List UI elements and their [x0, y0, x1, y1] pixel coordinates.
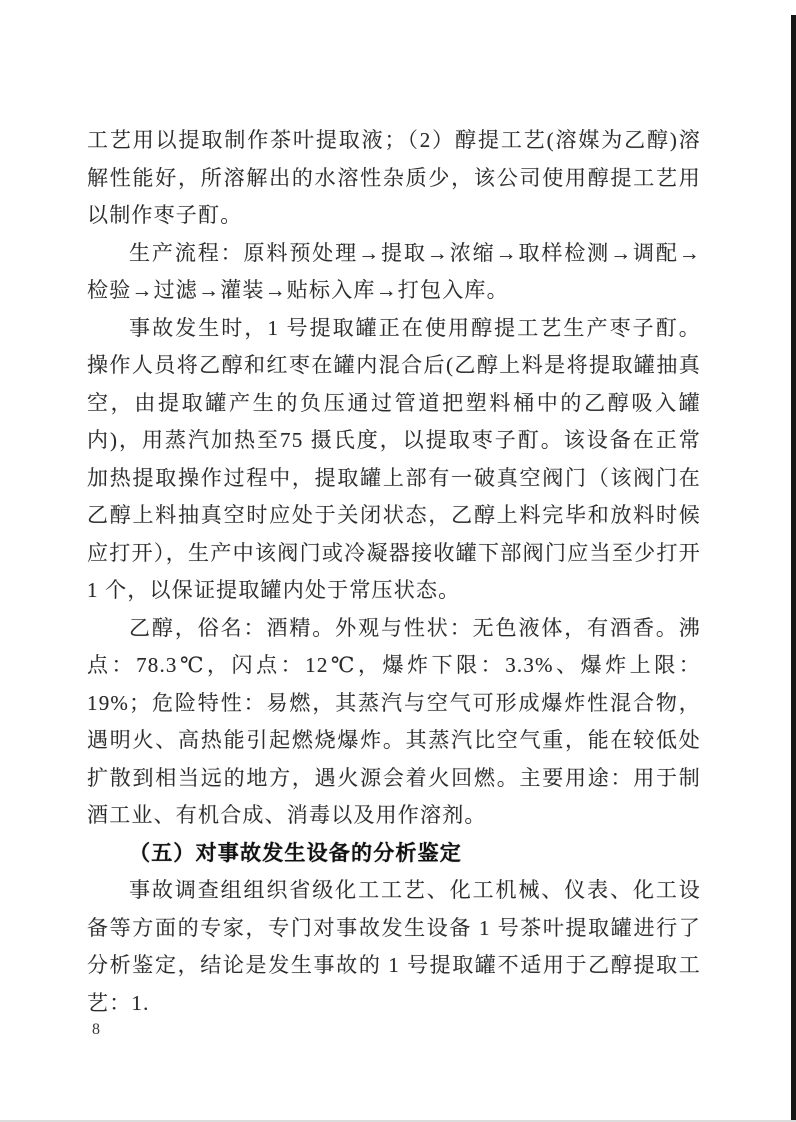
section-heading: （五）对事故发生设备的分析鉴定	[129, 840, 462, 865]
paragraph-investigation-analysis: 事故调查组组织省级化工工艺、化工机械、仪表、化工设备等方面的专家，专门对事故发生设备 1 号茶叶提取罐进行了分析鉴定，结论是发生事故的 1 号提取罐不适用于乙醇提取工艺：1.	[87, 878, 701, 1015]
paragraph-accident-description: 事故发生时，1 号提取罐正在使用醇提工艺生产枣子酊。操作人员将乙醇和红枣在罐内混合后(乙醇上料是将提取罐抽真空，由提取罐产生的负压通过管道把塑料桶中的乙醇吸入罐内)，用蒸汽加热至75 摄氏度，以提取枣子酊。该设备在正常加热提取操作过程中，提取罐上部有一破真空阀门（该阀门在乙醇上料抽真空时应处于关闭状态，乙醇上料完毕和放料时候应打开），生产中该阀门或冷凝器接收罐下部阀门应当至少打开 1 个，以保证提取罐内处于常压状态。	[87, 315, 701, 602]
document-body	[87, 122, 701, 1022]
scan-edge-right	[791, 15, 796, 1122]
paragraph-ethanol-properties: 乙醇，俗名：酒精。外观与性状：无色液体，有酒香。沸点：78.3℃，闪点：12℃，爆炸下限：3.3%、爆炸上限：19%；危险特性：易燃，其蒸汽与空气可形成爆炸性混合物，遇明火、高热能引起燃烧爆炸。其蒸汽比空气重，能在较低处扩散到相当远的地方，遇火源会着火回燃。主要用途：用于制酒工业、有机合成、消毒以及用作溶剂。	[87, 615, 701, 827]
paragraph-continuation: 工艺用以提取制作茶叶提取液；（2）醇提工艺(溶媒为乙醇)溶解性能好，所溶解出的水溶性杂质少，该公司使用醇提工艺用以制作枣子酊。	[87, 128, 701, 227]
paragraph-production-process: 生产流程：原料预处理→提取→浓缩→取样检测→调配→检验→过滤→灌装→贴标入库→打包入库。	[87, 240, 701, 302]
page-number: 8	[92, 1021, 100, 1038]
